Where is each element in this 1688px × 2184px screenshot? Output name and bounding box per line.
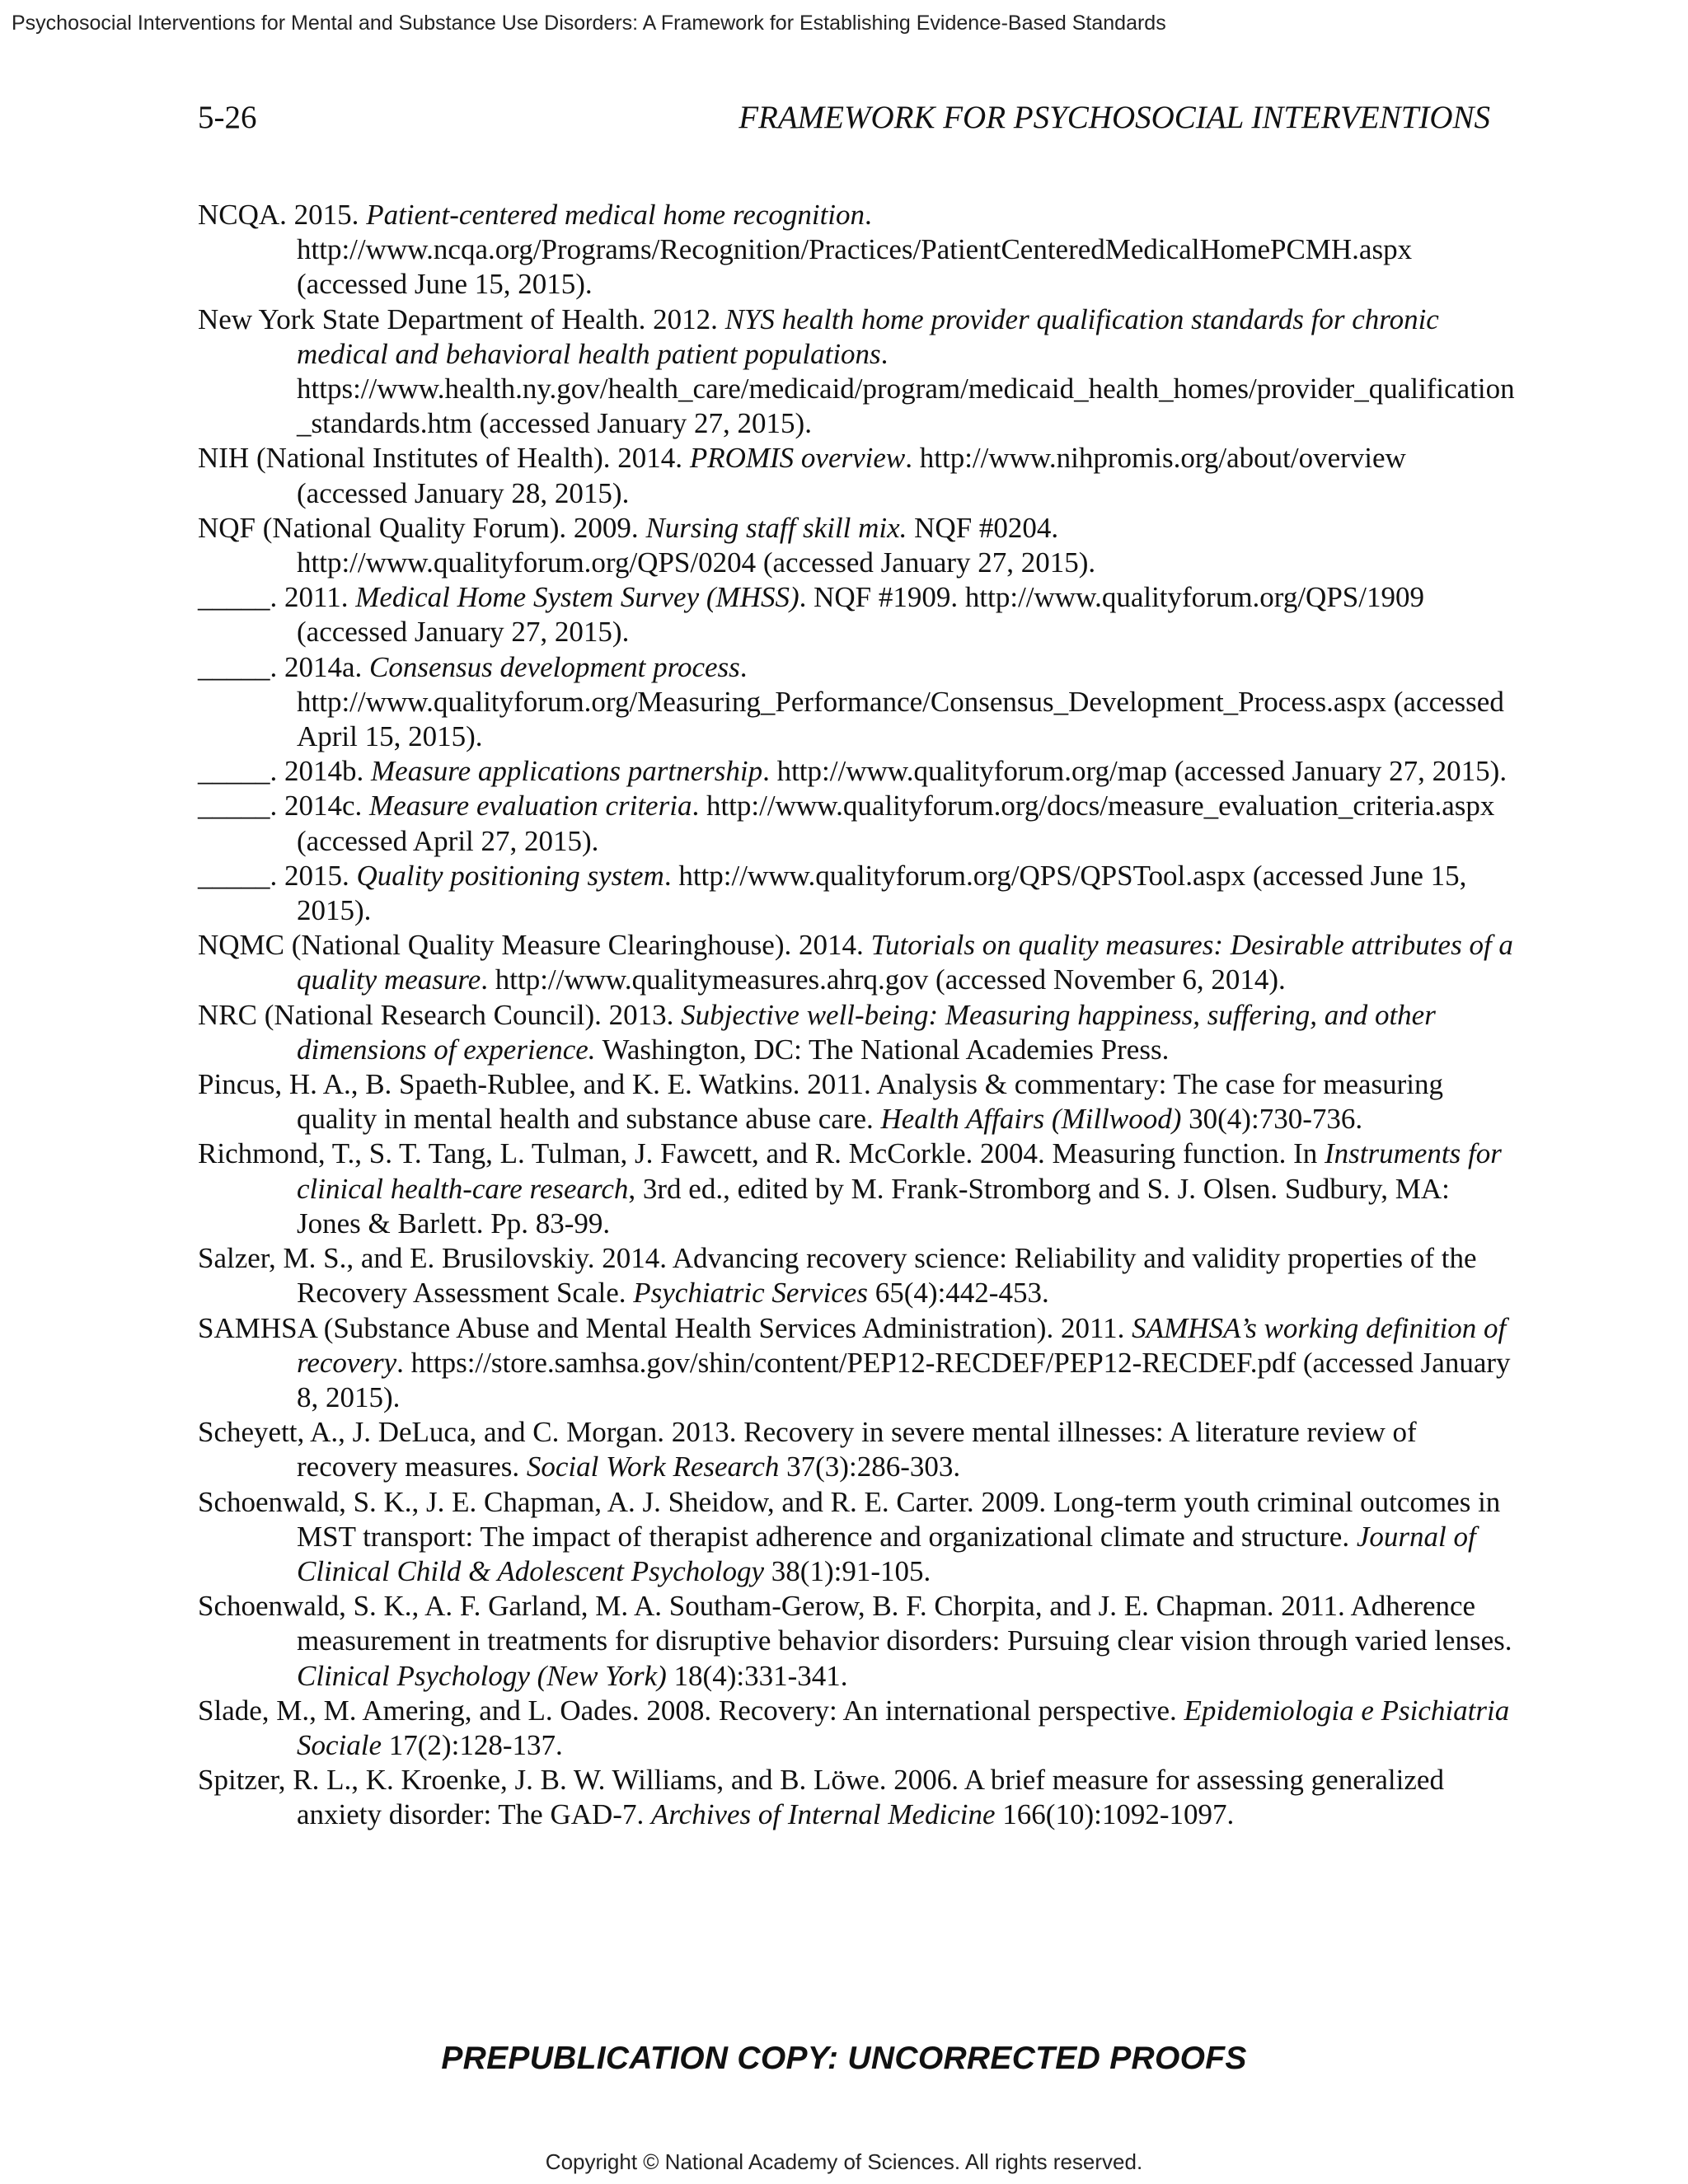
reference-entry — [198, 1311, 1517, 1416]
reference-text: Washington, DC: The National Academies Press. — [595, 1033, 1170, 1066]
reference-text: . http://www.qualityforum.org/docs/measure_evaluation_criteria.aspx (accessed April 27, 2015). — [297, 790, 1495, 857]
reference-text: Scheyett, A., J. DeLuca, and C. Morgan. 2013. Recovery in severe mental illnesses: A literature review of recovery measures. — [198, 1416, 1417, 1483]
reference-text: Salzer, M. S., and E. Brusilovskiy. 2014. Advancing recovery science: Reliability and validity properties of the Recovery Assessment Scale. — [198, 1242, 1477, 1310]
reference-title: Instruments for clinical health-care research — [297, 1137, 1502, 1205]
reference-title: Epidemiologia e Psichiatria Sociale — [297, 1694, 1510, 1761]
reference-text: 37(3):286-303. — [779, 1451, 961, 1483]
reference-text: . http://www.qualityforum.org/QPS/QPSTool.aspx (accessed June 15, 2015). — [297, 859, 1467, 927]
reference-title: SAMHSA’s working definition of recovery — [297, 1311, 1507, 1379]
reference-title: Psychiatric Services — [633, 1277, 869, 1310]
reference-text: , 3rd ed., edited by M. Frank-Stromborg and S. J. Olsen. Sudbury, MA: Jones & Barlett. Pp. 83-99. — [297, 1172, 1450, 1240]
reference-text: Richmond, T., S. T. Tang, L. Tulman, J. Fawcett, and R. McCorkle. 2004. Measuring function. In — [198, 1137, 1325, 1170]
reference-entry — [198, 198, 1517, 302]
reference-entry — [198, 1415, 1517, 1484]
reference-title: Subjective well-being: Measuring happiness, suffering, and other dimensions of experience. — [297, 998, 1436, 1066]
reference-text: Spitzer, R. L., K. Kroenke, J. B. W. Williams, and B. Löwe. 2006. A brief measure for assessing generalized anxiety disorder: The GAD-7. — [198, 1764, 1444, 1831]
reference-entry — [198, 441, 1517, 510]
reference-title: Quality positioning system — [356, 859, 664, 892]
reference-entry — [198, 789, 1517, 858]
page-header — [198, 99, 1490, 142]
reference-entry — [198, 302, 1517, 442]
reference-entry — [198, 859, 1517, 928]
reference-title: NYS health home provider qualification standards for chronic medical and behavioral health patient populations — [297, 302, 1439, 370]
reference-text: _____. 2011. — [198, 581, 356, 614]
running-title: FRAMEWORK FOR PSYCHOSOCIAL INTERVENTIONS — [738, 100, 1490, 135]
reference-text: Schoenwald, S. K., A. F. Garland, M. A. Southam-Gerow, B. F. Chorpita, and J. E. Chapman. 2011. Adherence measurement in treatments for disruptive behavior disorders: Pursuing clear vision through varied lenses. — [198, 1590, 1512, 1657]
reference-list — [198, 198, 1517, 1833]
copyright-notice: Copyright © National Academy of Sciences. All rights reserved. — [545, 2149, 1143, 2174]
reference-title: PROMIS overview — [689, 442, 906, 475]
reference-text: SAMHSA (Substance Abuse and Mental Health Services Administration). 2011. — [198, 1311, 1132, 1344]
reference-title: Archives of Internal Medicine — [650, 1798, 996, 1831]
reference-title: Journal of Clinical Child & Adolescent Psychology — [297, 1520, 1476, 1587]
reference-text: _____. 2015. — [198, 859, 357, 892]
reference-text: 166(10):1092-1097. — [995, 1798, 1235, 1831]
reference-text: NQMC (National Quality Measure Clearinghouse). 2014. — [198, 929, 871, 962]
reference-entry — [198, 928, 1517, 997]
reference-entry — [198, 1694, 1517, 1763]
reference-text: _____. 2014c. — [198, 790, 370, 823]
reference-entry — [198, 1137, 1517, 1241]
reference-text: . NQF #1909. http://www.qualityforum.org/QPS/1909 (accessed January 27, 2015). — [297, 581, 1424, 649]
reference-title: Measure evaluation criteria — [369, 790, 692, 823]
reference-title: Measure applications partnership — [371, 755, 763, 788]
reference-text: . https://store.samhsa.gov/shin/content/PEP12-RECDEF/PEP12-RECDEF.pdf (accessed January 8, 2015). — [297, 1346, 1511, 1413]
reference-entry — [198, 650, 1517, 755]
reference-entry — [198, 1763, 1517, 1832]
page-number: 5-26 — [198, 100, 257, 135]
reference-text: . http://www.qualitymeasures.ahrq.gov (accessed November 6, 2014). — [481, 963, 1286, 996]
reference-text: NIH (National Institutes of Health). 2014. — [198, 442, 690, 475]
reference-text: NRC (National Research Council). 2013. — [198, 998, 682, 1031]
prepublication-notice: PREPUBLICATION COPY: UNCORRECTED PROOFS — [441, 2041, 1247, 2076]
reference-text: Pincus, H. A., B. Spaeth-Rublee, and K. E. Watkins. 2011. Analysis & commentary: The case for measuring quality in mental health and substance abuse care. — [198, 1068, 1444, 1136]
reference-text: . http://www.qualityforum.org/map (accessed January 27, 2015). — [762, 755, 1507, 788]
reference-title: Social Work Research — [526, 1451, 780, 1483]
reference-entry — [198, 754, 1517, 789]
reference-title: Clinical Psychology (New York) — [297, 1659, 667, 1692]
reference-entry — [198, 1589, 1517, 1694]
reference-text: . http://www.ncqa.org/Programs/Recognition/Practices/PatientCenteredMedicalHomePCMH.aspx (accessed June 15, 2015). — [297, 199, 1413, 301]
reference-title: Medical Home System Survey (MHSS) — [355, 581, 799, 614]
reference-text: NQF (National Quality Forum). 2009. — [198, 511, 646, 544]
reference-text: New York State Department of Health. 2012. — [198, 302, 725, 335]
reference-title: Nursing staff skill mix. — [645, 511, 907, 544]
reference-text: 38(1):91-105. — [764, 1554, 931, 1587]
reference-text: . https://www.health.ny.gov/health_care/medicaid/program/medicaid_health_homes/provider_qualification_standards.htm (accessed January 27, 2015). — [297, 337, 1515, 440]
reference-text: NCQA. 2015. — [198, 199, 367, 231]
reference-text: 18(4):331-341. — [666, 1659, 848, 1692]
reference-text: Slade, M., M. Amering, and L. Oades. 2008. Recovery: An international perspective. — [198, 1694, 1184, 1727]
reference-text: _____. 2014b. — [198, 755, 371, 788]
reference-title: Consensus development process — [369, 650, 740, 683]
reference-text: NQF #0204. http://www.qualityforum.org/QPS/0204 (accessed January 27, 2015). — [297, 511, 1096, 579]
reference-text: Schoenwald, S. K., J. E. Chapman, A. J. Sheidow, and R. E. Carter. 2009. Long-term youth criminal outcomes in MST transport: The impact of therapist adherence and organizational climate and structure. — [198, 1485, 1501, 1553]
reference-title: Health Affairs (Millwood) — [880, 1103, 1182, 1136]
reference-entry — [198, 1067, 1517, 1137]
reference-text: 17(2):128-137. — [382, 1728, 563, 1761]
reference-entry — [198, 1485, 1517, 1590]
reference-entry — [198, 580, 1517, 649]
reference-entry — [198, 1241, 1517, 1310]
reference-entry — [198, 511, 1517, 580]
reference-title: Patient-centered medical home recognition — [366, 199, 865, 231]
reference-title: Tutorials on quality measures: Desirable attributes of a quality measure — [297, 929, 1513, 996]
reference-entry — [198, 998, 1517, 1067]
document-banner: Psychosocial Interventions for Mental and Substance Use Disorders: A Framework for Establishing Evidence-Based Standards — [12, 12, 1166, 35]
reference-text: . http://www.nihpromis.org/about/overview (accessed January 28, 2015). — [297, 442, 1406, 509]
reference-text: 65(4):442-453. — [868, 1277, 1049, 1310]
reference-text: . http://www.qualityforum.org/Measuring_Performance/Consensus_Development_Process.aspx (accessed April 15, 2015). — [297, 650, 1504, 753]
reference-text: 30(4):730-736. — [1181, 1103, 1363, 1136]
reference-text: _____. 2014a. — [198, 650, 370, 683]
